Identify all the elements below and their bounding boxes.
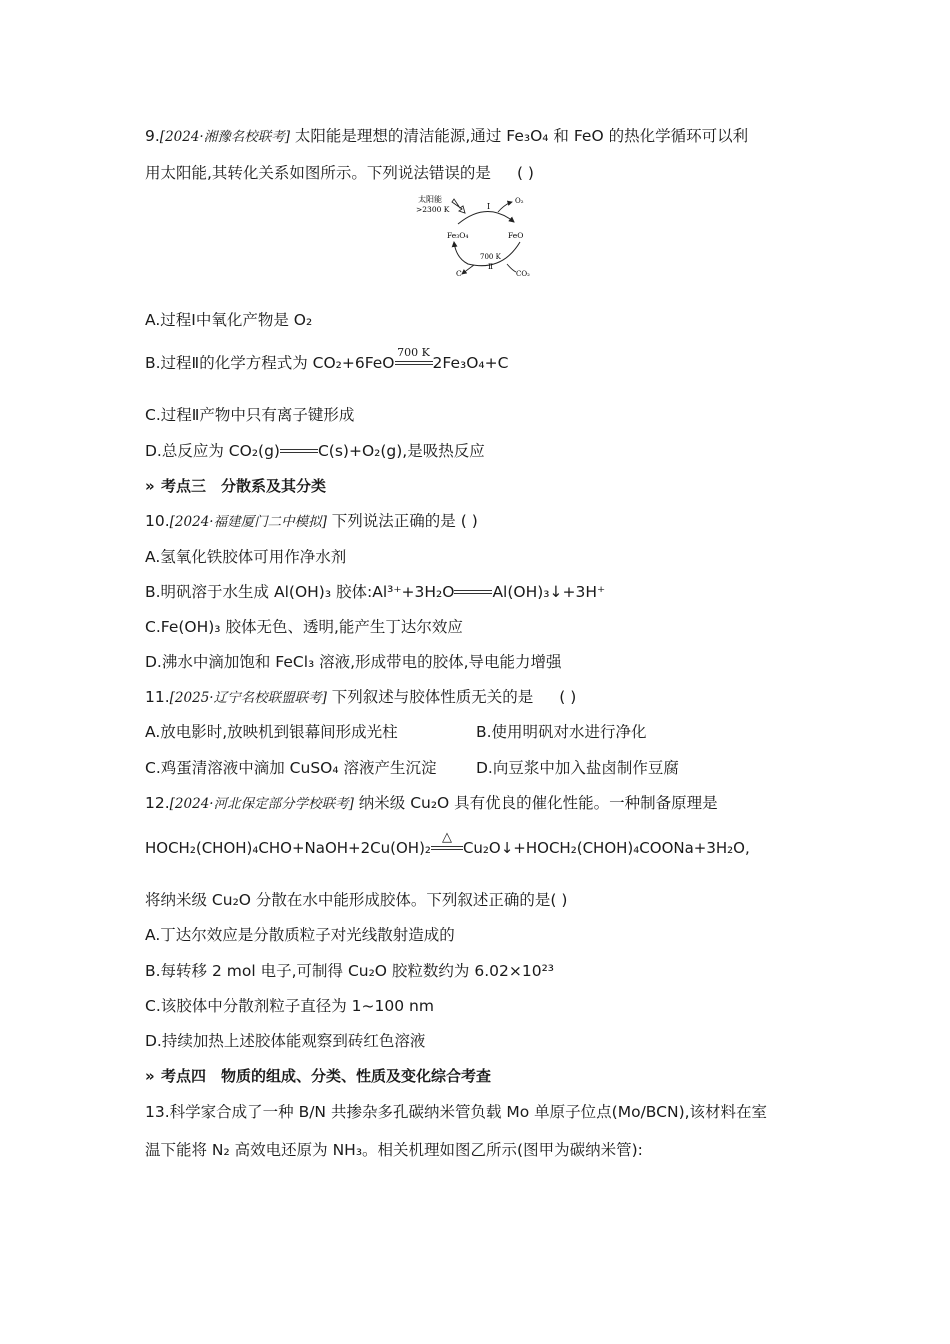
q9-line1: 9.[2024·湘豫名校联考] 太阳能是理想的清洁能源,通过 Fe₃O₄ 和 FeO 的热化学循环可以利 bbox=[145, 127, 749, 145]
section-heading-3: » 考点三 分散系及其分类 bbox=[145, 477, 327, 495]
solar-arrow-icon bbox=[452, 199, 465, 213]
q9-source: [2024·湘豫名校联考] bbox=[159, 129, 290, 145]
q10-option-a: A.氢氧化铁胶体可用作净水剂 bbox=[145, 548, 347, 566]
q9-line2: 用太阳能,其转化关系如图所示。下列说法错误的是 ( ) bbox=[145, 164, 534, 182]
process1-arrow bbox=[458, 211, 514, 224]
answer-bracket: ( ) bbox=[550, 891, 568, 909]
c-label: C bbox=[456, 269, 462, 278]
q10-option-c: C.Fe(OH)₃ 胶体无色、透明,能产生丁达尔效应 bbox=[145, 618, 463, 636]
temp-700-label: 700 K bbox=[480, 253, 501, 261]
q9-option-c: C.过程Ⅱ产物中只有离子键形成 bbox=[145, 406, 355, 424]
q10-option-b: B.明矾溶于水生成 Al(OH)₃ 胶体:Al³⁺+3H₂O Al(OH)₃↓+3H⁺ bbox=[145, 583, 606, 601]
fe3o4-label: Fe₃O₄ bbox=[447, 231, 469, 240]
q12-option-a: A.丁达尔效应是分散质粒子对光线散射造成的 bbox=[145, 926, 455, 944]
section-heading-4: » 考点四 物质的组成、分类、性质及变化综合考查 bbox=[145, 1067, 492, 1085]
q10-stem: 10.[2024·福建厦门二中模拟] 下列说法正确的是 ( ) bbox=[145, 512, 478, 530]
q11-option-a: A.放电影时,放映机到银幕间形成光柱 bbox=[145, 723, 398, 741]
answer-bracket: ( ) bbox=[460, 512, 478, 530]
process2-label: Ⅱ bbox=[488, 262, 494, 271]
q11-option-b: B.使用明矾对水进行净化 bbox=[476, 723, 647, 741]
q11-option-d: D.向豆浆中加入盐卤制作豆腐 bbox=[476, 759, 679, 777]
c-release-arrow bbox=[462, 265, 474, 274]
q13-line2: 温下能将 N₂ 高效电还原为 NH₃。相关机理如图乙所示(图甲为碳纳米管): bbox=[145, 1141, 643, 1159]
q13-line1: 13.科学家合成了一种 B/N 共掺杂多孔碳纳米管负载 Mo 单原子位点(Mo/BCN),该材料在室 bbox=[145, 1103, 768, 1121]
section-arrow-icon: » bbox=[145, 477, 152, 495]
q9-option-b: B.过程Ⅱ的化学方程式为 CO₂+6FeO 700 K 2Fe₃O₄+C bbox=[145, 345, 509, 372]
answer-bracket: ( ) bbox=[559, 688, 577, 706]
feo-label: FeO bbox=[508, 231, 524, 240]
section-arrow-icon: » bbox=[145, 1067, 152, 1085]
q11-stem: 11.[2025·辽宁名校联盟联考] 下列叙述与胶体性质无关的是 ( ) bbox=[145, 688, 577, 706]
q12-stem2: 将纳米级 Cu₂O 分散在水中能形成胶体。下列叙述正确的是( ) bbox=[145, 891, 568, 909]
q12-option-d: D.持续加热上述胶体能观察到砖红色溶液 bbox=[145, 1032, 426, 1050]
temp-2300-label: >2300 K bbox=[416, 205, 450, 214]
o2-release-arrow bbox=[498, 202, 512, 212]
q12-option-b: B.每转移 2 mol 电子,可制得 Cu₂O 胶粒数约为 6.02×10²³ bbox=[145, 962, 555, 980]
equals-sign bbox=[280, 447, 318, 457]
q10-option-d: D.沸水中滴加饱和 FeCl₃ 溶液,形成带电的胶体,导电能力增强 bbox=[145, 653, 562, 671]
q12-stem: 12.[2024·河北保定部分学校联考] 纳米级 Cu₂O 具有优良的催化性能。一种制备原理是 bbox=[145, 794, 718, 812]
thermochemical-cycle-diagram bbox=[412, 192, 542, 282]
q12-equation: HOCH₂(CHOH)₄CHO+NaOH+2Cu(OH)₂ △ Cu₂O↓+HOCH₂(CHOH)₄COONa+3H₂O, bbox=[145, 829, 750, 857]
equals-sign: △ bbox=[431, 844, 463, 854]
q12-option-c: C.该胶体中分散剂粒子直径为 1~100 nm bbox=[145, 997, 434, 1015]
solar-energy-label: 太阳能 bbox=[418, 195, 442, 204]
o2-label: O₂ bbox=[515, 197, 524, 205]
q11-option-c: C.鸡蛋清溶液中滴加 CuSO₄ 溶液产生沉淀 bbox=[145, 759, 437, 777]
process1-label: Ⅰ bbox=[487, 202, 491, 211]
co2-label: CO₂ bbox=[516, 270, 530, 278]
q9-option-a: A.过程Ⅰ中氧化产物是 O₂ bbox=[145, 311, 313, 329]
equals-sign: 700 K bbox=[395, 359, 433, 369]
q9-option-d: D.总反应为 CO₂(g) C(s)+O₂(g),是吸热反应 bbox=[145, 442, 485, 460]
co2-input-line bbox=[507, 264, 516, 272]
answer-bracket: ( ) bbox=[516, 164, 534, 182]
equals-sign bbox=[454, 588, 492, 598]
